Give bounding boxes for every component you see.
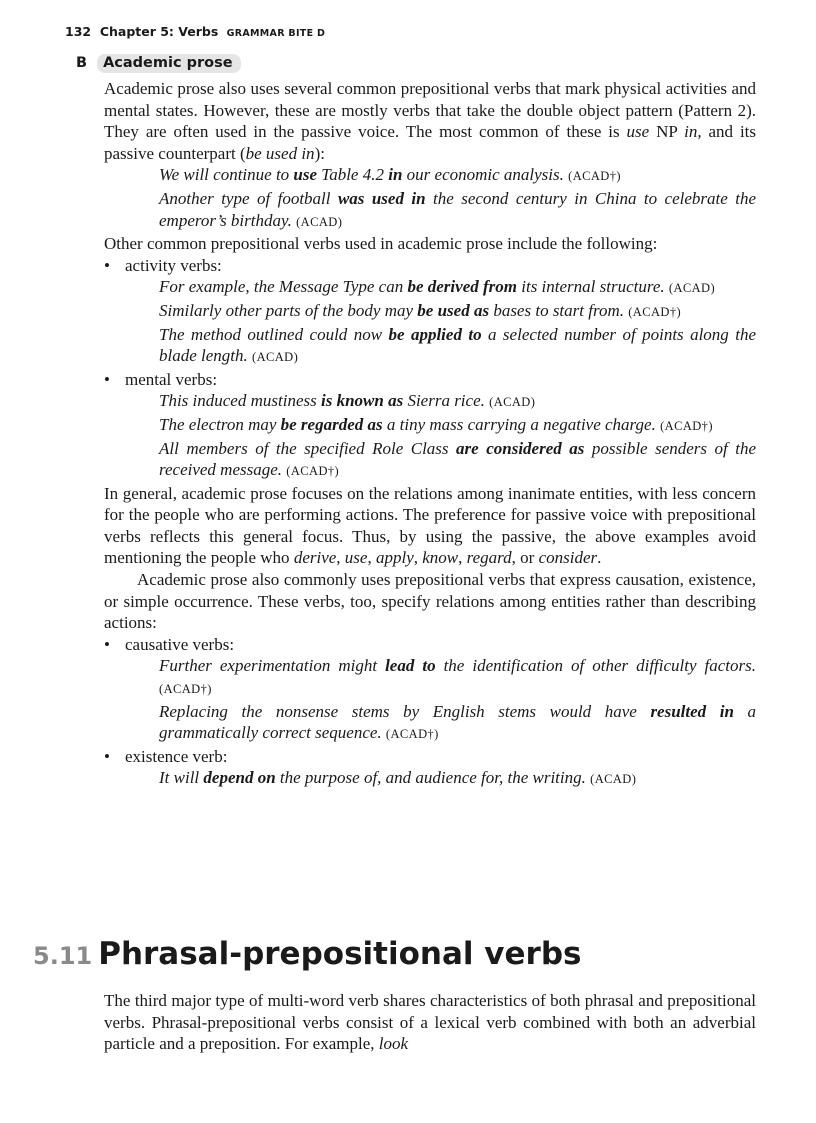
closing-paragraph: The third major type of multi-word verb shares characteristics of both phrasal and prepositional verbs. Phrasal-prepositional verbs consist of a lexical verb combined with both an adverbial particle and a preposition. For example, look	[104, 991, 756, 1054]
general-paragraph: In general, academic prose focuses on the relations among inanimate entities, with less concern for the people who are performing actions. The preference for passive voice with prepositional verbs reflects this general focus. Thus, by using the passive, the above examples avoid mentioning the people who derive, use, apply, know, regard, or consider.	[104, 483, 756, 568]
example: The method outlined could now be applied to a selected number of points along the blade length. (ACAD)	[159, 324, 756, 366]
section-number: 5.11	[33, 942, 93, 970]
example: The electron may be regarded as a tiny mass carrying a negative charge. (ACAD†)	[159, 414, 713, 434]
intro-paragraph: Academic prose also uses several common prepositional verbs that mark physical activities and mental states. However, these are mostly verbs that take the double object pattern (Pattern 2). They are often used in the passive voice. The most common of these is use NP in, and its passive counterpart (be used in):	[104, 79, 757, 163]
example: We will continue to use Table 4.2 in our economic analysis. (ACAD†)	[159, 165, 621, 185]
page-number: 132	[65, 24, 92, 39]
example: This induced mustiness is known as Sierra rice. (ACAD)	[159, 391, 536, 411]
example: Another type of football was used in the second century in China to celebrate the emperor’s birthday. (ACAD)	[159, 188, 756, 230]
example: It will depend on the purpose of, and audience for, the writing. (ACAD)	[159, 768, 637, 788]
example: Replacing the nonsense stems by English stems would have resulted in a grammatically correct sequence. (ACAD†)	[159, 701, 757, 743]
example: Similarly other parts of the body may be used as bases to start from. (ACAD†)	[159, 300, 682, 320]
example: Further experimentation might lead to the identification of other difficulty factors. (ACAD†)	[159, 656, 757, 697]
bullet-existence-verb: • existence verb:	[104, 746, 756, 768]
heading-title: Phrasal-prepositional verbs	[98, 936, 582, 972]
section-heading	[76, 54, 241, 73]
register-tag: (ACAD†)	[568, 169, 621, 184]
body-text	[104, 78, 756, 791]
section-title: Academic prose	[97, 54, 241, 73]
section-5-11-heading	[33, 936, 581, 972]
section-letter: B	[76, 55, 88, 71]
example: All members of the specified Role Class are considered as possible senders of the received message. (ACAD†)	[159, 438, 757, 480]
running-header	[65, 24, 325, 39]
chapter-title: Chapter 5: Verbs	[99, 24, 219, 39]
grammar-bite: GRAMMAR BITE D	[226, 28, 326, 39]
bullet-mental-verbs: • mental verbs:	[104, 369, 756, 391]
register-tag: (ACAD)	[296, 214, 343, 229]
other-paragraph: Other common prepositional verbs used in academic prose include the following:	[104, 234, 658, 254]
bullet-causative-verbs: • causative verbs:	[104, 634, 756, 656]
also-paragraph: Academic prose also commonly uses prepositional verbs that express causation, existence, or simple occurrence. These verbs, too, specify relations among entities rather than describing actions:	[104, 570, 756, 633]
example: For example, the Message Type can be derived from its internal structure. (ACAD)	[159, 277, 716, 297]
bullet-activity-verbs: • activity verbs:	[104, 255, 756, 277]
